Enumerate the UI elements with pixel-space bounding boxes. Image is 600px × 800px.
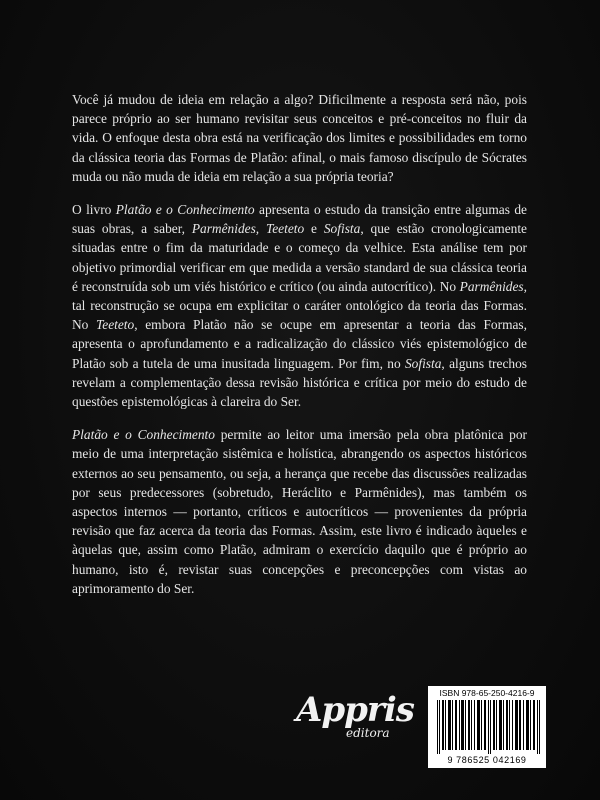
sofista-italic-2: Sofista	[404, 355, 442, 371]
logo-main-text: Appris	[296, 690, 414, 730]
p2-text-c: apresenta o estudo da transição entre algumas de suas obras, a saber,	[72, 202, 527, 237]
isbn-barcode	[428, 686, 546, 768]
book-title-italic-2: Platão e o Conhecimento	[72, 427, 215, 443]
paragraph-3	[72, 425, 527, 598]
p2-text-g: , que estão cronologicamente situadas entre o fim da maturidade e o começo da velhice. Esta análise tem por objetivo primordial verificar em que medida a versão standard de sua clássica teoria é reconstruída sob um viés histórico e crítico (ou ainda autocrítico). No	[72, 221, 528, 294]
paragraph-1	[72, 90, 527, 186]
p2-text-a: O livro	[72, 202, 116, 218]
teeteto-italic: Teeteto	[96, 317, 135, 333]
p2-text-e: e	[304, 221, 324, 237]
works-italic: Parmênides, Teeteto	[191, 221, 305, 237]
logo-sub-text: editora	[346, 726, 390, 740]
publisher-logo	[296, 690, 416, 750]
barcode-digits: 9 786525 042169	[447, 755, 527, 765]
paragraph-2	[72, 200, 527, 411]
parmenides-italic: Parmênides	[459, 278, 524, 294]
synopsis-text	[72, 90, 527, 612]
isbn-label: ISBN 978-65-250-4216-9	[439, 688, 535, 698]
barcode-bars	[437, 700, 541, 754]
sofista-italic: Sofista	[323, 221, 361, 237]
p2-text-k: , embora Platão não se ocupe em apresentar a teoria das Formas, apresenta o aprofundamento e a radicalização do clássico viés epistemológico de Platão sob a tutela de uma inusitada linguagem. Por fim, no	[72, 317, 527, 371]
p2-text-m: , alguns trechos revelam a complementação dessa revisão histórica e crítica por meio do estudo de questões epistemológicas à clareira do Ser.	[72, 355, 528, 410]
p3-text-b: permite ao leitor uma imersão pela obra platônica por meio de uma interpretação sistêmica e holística, abrangendo os aspectos históricos externos ao seu pensamento, ou seja, a herança que recebe das discussões realizadas por seus predecessores (sobretudo, Heráclito e Parmênides), mas também os aspectos internos — portanto, críticos e autocríticos — provenientes da própria revisão que faz acerca da teoria das Formas. Assim, este livro é indicado àqueles e àquelas que, assim como Platão, admiram o exercício daquilo que é próprio ao humano, isto é, revistar suas concepções e preconcepções com vistas ao aprimoramento do Ser.	[72, 427, 527, 596]
p2-text-i: , tal reconstrução se ocupa em explicitar o caráter ontológico da teoria das Formas. No	[72, 278, 527, 333]
book-title-italic: Platão e o Conhecimento	[115, 202, 255, 218]
paragraph-1-text: Você já mudou de ideia em relação a algo? Dificilmente a resposta será não, pois parece próprio ao ser humano revisitar seus conceitos e pré-conceitos no fluir da vida. O enfoque desta obra está na verificação dos limites e possibilidades em torno da clássica teoria das Formas de Platão: afinal, o mais famoso discípulo de Sócrates muda ou não muda de ideia em relação a sua própria teoria?	[72, 92, 527, 184]
